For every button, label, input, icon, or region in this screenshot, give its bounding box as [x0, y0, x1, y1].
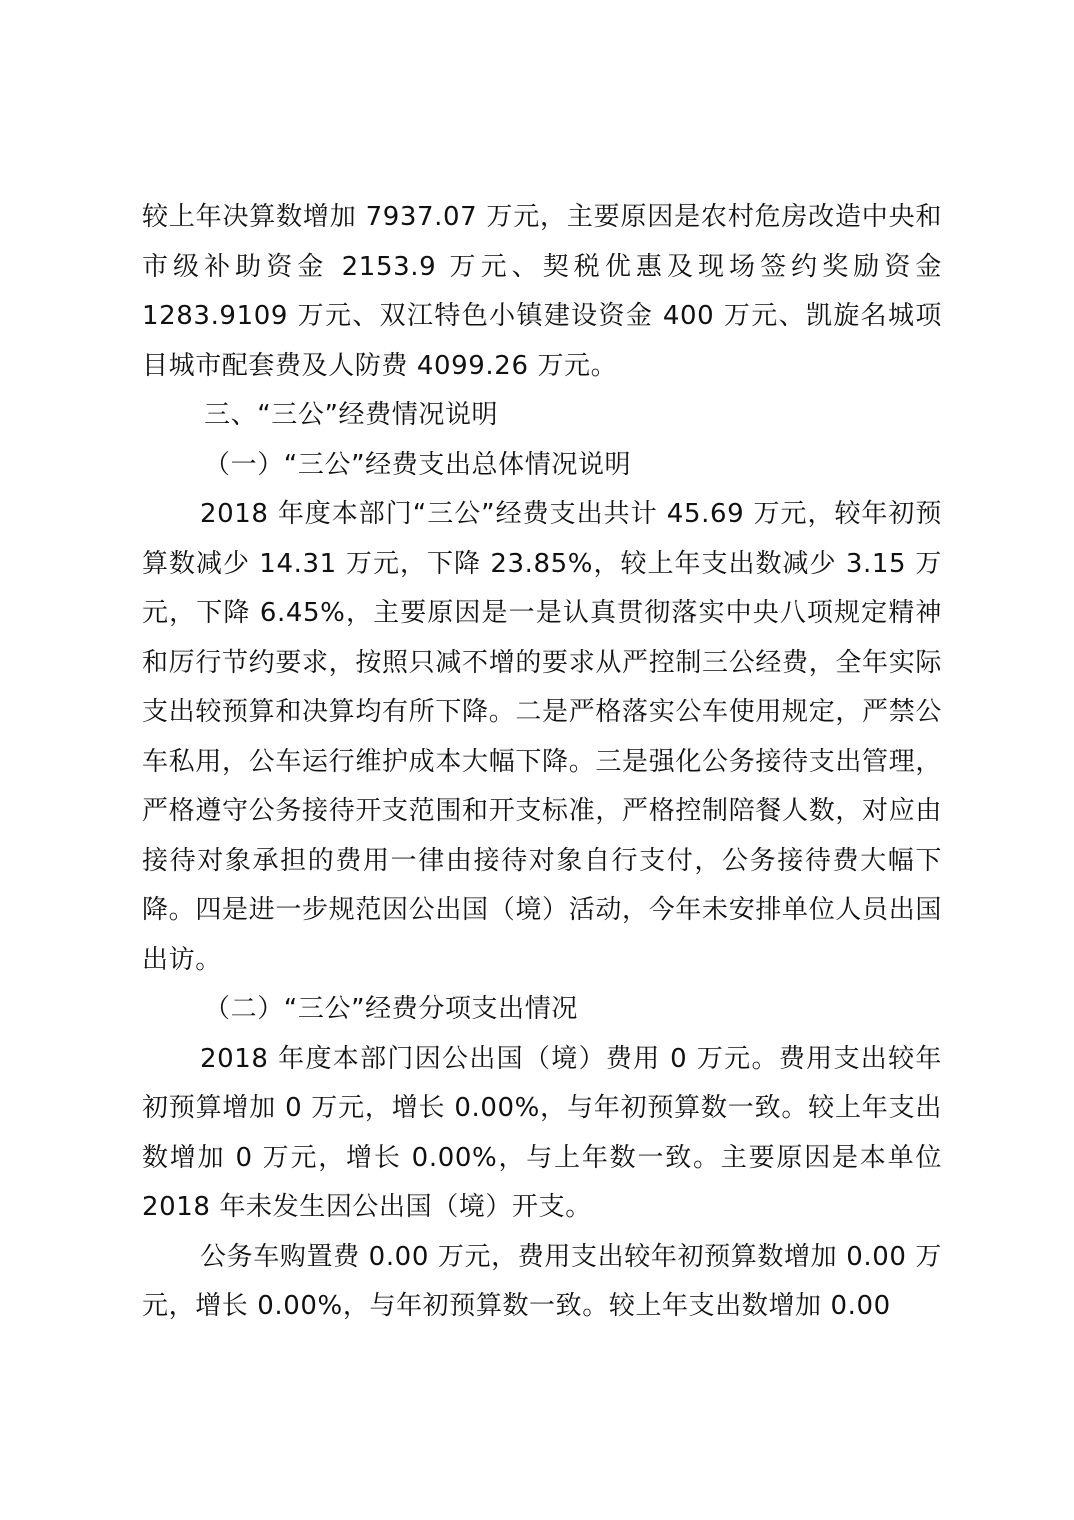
paragraph-continuation: 较上年决算数增加 7937.07 万元，主要原因是农村危房改造中央和市级补助资金 2153.9 万元、契税优惠及现场签约奖励资金 1283.9109 万元、双江特色小镇建设资金 400 万元、凯旋名城项目城市配套费及人防费 4099.26 万元。: [142, 202, 942, 381]
section-heading-three-public-expenses: 三、“三公”经费情况说明: [204, 400, 499, 430]
document-body: [142, 193, 942, 1332]
subsection-heading-overall: （一）“三公”经费支出总体情况说明: [204, 449, 632, 480]
paragraph-vehicle-purchase: 公务车购置费 0.00 万元，费用支出较年初预算数增加 0.00 万元，增长 0.00%，与年初预算数一致。较上年支出数增加 0.00: [142, 1241, 942, 1321]
subsection-heading-itemized: （二）“三公”经费分项支出情况: [204, 994, 578, 1024]
paragraph-overall-expenses: 2018 年度本部门“三公”经费支出共计 45.69 万元，较年初预算数减少 14.31 万元，下降 23.85%，较上年支出数减少 3.15 万元，下降 6.45%，主要原因是一是认真贯彻落实中央八项规定精神和厉行节约要求，按照只减不增的要求从严控制三公经费，全年实际支出较预算和决算均有所下降。二是严格落实公车使用规定，严禁公车私用，公车运行维护成本大幅下降。三是强化公务接待支出管理，严格遵守公务接待开支范围和开支标准，严格控制陪餐人数，对应由接待对象承担的费用一律由接待对象自行支付，公务接待费大幅下降。四是进一步规范因公出国（境）活动，今年未安排单位人员出国出访。: [142, 499, 942, 975]
paragraph-overseas-travel: 2018 年度本部门因公出国（境）费用 0 万元。费用支出较年初预算增加 0 万元，增长 0.00%，与年初预算数一致。较上年支出数增加 0 万元，增长 0.00%，与上年数一致。主要原因是本单位 2018 年未发生因公出国（境）开支。: [142, 1043, 942, 1222]
